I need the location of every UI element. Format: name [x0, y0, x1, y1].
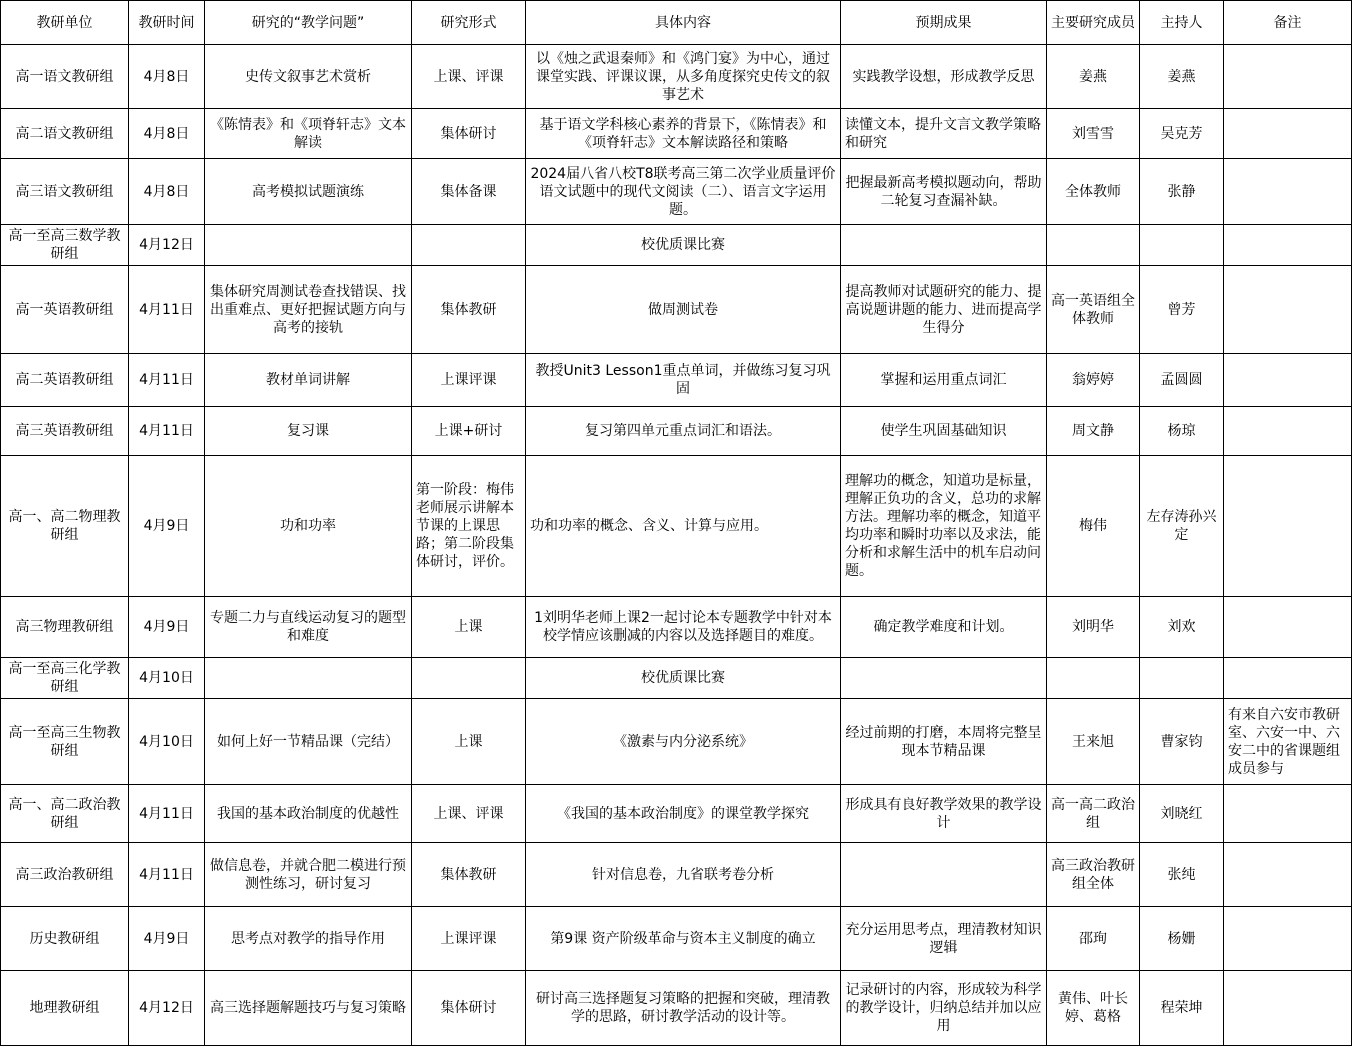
cell-note — [1224, 456, 1352, 597]
cell-note — [1224, 159, 1352, 225]
cell-form: 上课 — [412, 597, 526, 658]
cell-result: 形成具有良好教学效果的教学设计 — [841, 785, 1047, 843]
cell-unit: 高三语文教研组 — [1, 159, 129, 225]
cell-host — [1140, 225, 1224, 266]
cell-unit: 高一至高三生物教研组 — [1, 699, 129, 785]
cell-time: 4月11日 — [129, 407, 205, 456]
cell-members: 刘明华 — [1047, 597, 1140, 658]
cell-members: 刘雪雪 — [1047, 109, 1140, 159]
table-row — [1, 109, 1352, 159]
cell-problem — [205, 225, 412, 266]
header-members: 主要研究成员 — [1047, 1, 1140, 45]
cell-result — [841, 843, 1047, 907]
header-unit: 教研单位 — [1, 1, 129, 45]
header-row — [1, 1, 1352, 45]
cell-members: 邵珣 — [1047, 907, 1140, 971]
cell-host: 曾芳 — [1140, 266, 1224, 354]
cell-host: 张纯 — [1140, 843, 1224, 907]
cell-members — [1047, 225, 1140, 266]
cell-form: 集体教研 — [412, 843, 526, 907]
cell-time: 4月12日 — [129, 971, 205, 1046]
cell-content: 2024届八省八校T8联考高三第二次学业质量评价语文试题中的现代文阅读（二）、语言文字运用题。 — [526, 159, 841, 225]
cell-members: 翁婷婷 — [1047, 354, 1140, 407]
header-note: 备注 — [1224, 1, 1352, 45]
cell-problem: 高三选择题解题技巧与复习策略 — [205, 971, 412, 1046]
cell-time: 4月9日 — [129, 907, 205, 971]
cell-host — [1140, 658, 1224, 699]
cell-content: 功和功率的概念、含义、计算与应用。 — [526, 456, 841, 597]
table-row — [1, 971, 1352, 1046]
header-content: 具体内容 — [526, 1, 841, 45]
cell-note — [1224, 266, 1352, 354]
cell-note — [1224, 45, 1352, 109]
table-row — [1, 225, 1352, 266]
cell-host: 杨琼 — [1140, 407, 1224, 456]
cell-members: 姜燕 — [1047, 45, 1140, 109]
cell-result: 使学生巩固基础知识 — [841, 407, 1047, 456]
cell-problem: 功和功率 — [205, 456, 412, 597]
cell-time: 4月11日 — [129, 843, 205, 907]
table-row — [1, 658, 1352, 699]
cell-problem: 教材单词讲解 — [205, 354, 412, 407]
cell-form: 上课+研讨 — [412, 407, 526, 456]
cell-problem: 高考模拟试题演练 — [205, 159, 412, 225]
header-form: 研究形式 — [412, 1, 526, 45]
cell-problem: 复习课 — [205, 407, 412, 456]
cell-content: 做周测试卷 — [526, 266, 841, 354]
cell-result: 理解功的概念，知道功是标量，理解正负功的含义，总功的求解方法。理解功率的概念，知道平均功率和瞬时功率以及求法，能分析和求解生活中的机车启动问题。 — [841, 456, 1047, 597]
cell-form: 集体研讨 — [412, 109, 526, 159]
cell-content: 研讨高三选择题复习策略的把握和突破，理清教学的思路，研讨教学活动的设计等。 — [526, 971, 841, 1046]
table-row — [1, 354, 1352, 407]
cell-result: 记录研讨的内容，形成较为科学的教学设计，归纳总结并加以应用 — [841, 971, 1047, 1046]
cell-problem: 专题二力与直线运动复习的题型和难度 — [205, 597, 412, 658]
cell-problem: 做信息卷，并就合肥二模进行预测性练习，研讨复习 — [205, 843, 412, 907]
cell-note — [1224, 225, 1352, 266]
cell-content: 基于语文学科核心素养的背景下，《陈情表》和《项脊轩志》文本解读路径和策略 — [526, 109, 841, 159]
cell-result: 确定教学难度和计划。 — [841, 597, 1047, 658]
cell-content: 以《烛之武退秦师》和《鸿门宴》为中心，通过课堂实践、评课议课，从多角度探究史传文的叙事艺术 — [526, 45, 841, 109]
cell-result: 读懂文本，提升文言文教学策略和研究 — [841, 109, 1047, 159]
cell-time: 4月10日 — [129, 699, 205, 785]
table-row — [1, 45, 1352, 109]
cell-content: 第9课 资产阶级革命与资本主义制度的确立 — [526, 907, 841, 971]
cell-form: 上课评课 — [412, 354, 526, 407]
cell-note — [1224, 971, 1352, 1046]
cell-content: 《激素与内分泌系统》 — [526, 699, 841, 785]
cell-problem: 集体研究周测试卷查找错误、找出重难点、更好把握试题方向与高考的接轨 — [205, 266, 412, 354]
cell-members: 高三政治教研组全体 — [1047, 843, 1140, 907]
cell-time: 4月9日 — [129, 597, 205, 658]
cell-unit: 高三英语教研组 — [1, 407, 129, 456]
cell-form: 上课 — [412, 699, 526, 785]
table-row — [1, 785, 1352, 843]
cell-unit: 高一至高三数学教研组 — [1, 225, 129, 266]
cell-problem: 如何上好一节精品课（完结） — [205, 699, 412, 785]
cell-members: 高一英语组全体教师 — [1047, 266, 1140, 354]
cell-members: 黄伟、叶长婷、葛格 — [1047, 971, 1140, 1046]
cell-time: 4月8日 — [129, 45, 205, 109]
cell-unit: 高一、高二物理教研组 — [1, 456, 129, 597]
cell-host: 孟圆圆 — [1140, 354, 1224, 407]
cell-host: 姜燕 — [1140, 45, 1224, 109]
cell-form: 集体研讨 — [412, 971, 526, 1046]
cell-unit: 地理教研组 — [1, 971, 129, 1046]
cell-note — [1224, 354, 1352, 407]
cell-time: 4月11日 — [129, 785, 205, 843]
cell-note — [1224, 907, 1352, 971]
table-row — [1, 597, 1352, 658]
cell-form: 上课、评课 — [412, 785, 526, 843]
cell-note — [1224, 407, 1352, 456]
table-row — [1, 699, 1352, 785]
cell-form: 集体教研 — [412, 266, 526, 354]
cell-unit: 高二英语教研组 — [1, 354, 129, 407]
cell-host: 张静 — [1140, 159, 1224, 225]
cell-content: 复习第四单元重点词汇和语法。 — [526, 407, 841, 456]
cell-problem: 史传文叙事艺术赏析 — [205, 45, 412, 109]
cell-content: 教授Unit3 Lesson1重点单词，并做练习复习巩固 — [526, 354, 841, 407]
cell-note — [1224, 597, 1352, 658]
cell-time: 4月8日 — [129, 159, 205, 225]
cell-content: 校优质课比赛 — [526, 225, 841, 266]
cell-result: 实践教学设想，形成教学反思 — [841, 45, 1047, 109]
cell-content: 校优质课比赛 — [526, 658, 841, 699]
cell-note — [1224, 658, 1352, 699]
cell-time: 4月8日 — [129, 109, 205, 159]
table-row — [1, 159, 1352, 225]
cell-members: 周文静 — [1047, 407, 1140, 456]
cell-host: 左存涛孙兴定 — [1140, 456, 1224, 597]
cell-problem: 我国的基本政治制度的优越性 — [205, 785, 412, 843]
header-time: 教研时间 — [129, 1, 205, 45]
cell-host: 程荣坤 — [1140, 971, 1224, 1046]
header-problem: 研究的“教学问题” — [205, 1, 412, 45]
cell-note — [1224, 843, 1352, 907]
cell-result — [841, 658, 1047, 699]
cell-content: 1刘明华老师上课2一起讨论本专题教学中针对本校学情应该删减的内容以及选择题目的难度。 — [526, 597, 841, 658]
cell-form: 上课、评课 — [412, 45, 526, 109]
cell-result: 掌握和运用重点词汇 — [841, 354, 1047, 407]
cell-host: 杨姗 — [1140, 907, 1224, 971]
cell-result: 充分运用思考点，理清教材知识逻辑 — [841, 907, 1047, 971]
table-row — [1, 907, 1352, 971]
cell-result: 经过前期的打磨，本周将完整呈现本节精品课 — [841, 699, 1047, 785]
cell-host: 曹家钧 — [1140, 699, 1224, 785]
cell-unit: 高一英语教研组 — [1, 266, 129, 354]
cell-members — [1047, 658, 1140, 699]
cell-form — [412, 658, 526, 699]
cell-unit: 历史教研组 — [1, 907, 129, 971]
cell-unit: 高三物理教研组 — [1, 597, 129, 658]
cell-note: 有来自六安市教研室、六安一中、六安二中的省课题组成员参与 — [1224, 699, 1352, 785]
cell-time: 4月10日 — [129, 658, 205, 699]
cell-note — [1224, 109, 1352, 159]
cell-content: 针对信息卷，九省联考卷分析 — [526, 843, 841, 907]
cell-members: 高一高二政治组 — [1047, 785, 1140, 843]
cell-problem — [205, 658, 412, 699]
cell-problem: 《陈情表》和《项脊轩志》文本解读 — [205, 109, 412, 159]
cell-members: 全体教师 — [1047, 159, 1140, 225]
table-row — [1, 266, 1352, 354]
cell-members: 梅伟 — [1047, 456, 1140, 597]
header-result: 预期成果 — [841, 1, 1047, 45]
cell-time: 4月11日 — [129, 266, 205, 354]
cell-result: 把握最新高考模拟题动向，帮助二轮复习查漏补缺。 — [841, 159, 1047, 225]
cell-form: 集体备课 — [412, 159, 526, 225]
cell-content: 《我国的基本政治制度》的课堂教学探究 — [526, 785, 841, 843]
cell-host: 刘晓红 — [1140, 785, 1224, 843]
table-row — [1, 843, 1352, 907]
table-row — [1, 407, 1352, 456]
cell-unit: 高二语文教研组 — [1, 109, 129, 159]
cell-result — [841, 225, 1047, 266]
cell-note — [1224, 785, 1352, 843]
cell-form: 上课评课 — [412, 907, 526, 971]
cell-unit: 高三政治教研组 — [1, 843, 129, 907]
cell-time: 4月12日 — [129, 225, 205, 266]
cell-time: 4月9日 — [129, 456, 205, 597]
cell-form — [412, 225, 526, 266]
cell-unit: 高一语文教研组 — [1, 45, 129, 109]
cell-result: 提高教师对试题研究的能力、提高说题讲题的能力、进而提高学生得分 — [841, 266, 1047, 354]
cell-problem: 思考点对教学的指导作用 — [205, 907, 412, 971]
cell-host: 吴克芳 — [1140, 109, 1224, 159]
cell-form: 第一阶段：梅伟老师展示讲解本节课的上课思路；第二阶段集体研讨，评价。 — [412, 456, 526, 597]
header-host: 主持人 — [1140, 1, 1224, 45]
table-row — [1, 456, 1352, 597]
cell-time: 4月11日 — [129, 354, 205, 407]
cell-unit: 高一、高二政治教研组 — [1, 785, 129, 843]
cell-host: 刘欢 — [1140, 597, 1224, 658]
cell-unit: 高一至高三化学教研组 — [1, 658, 129, 699]
cell-members: 王来旭 — [1047, 699, 1140, 785]
